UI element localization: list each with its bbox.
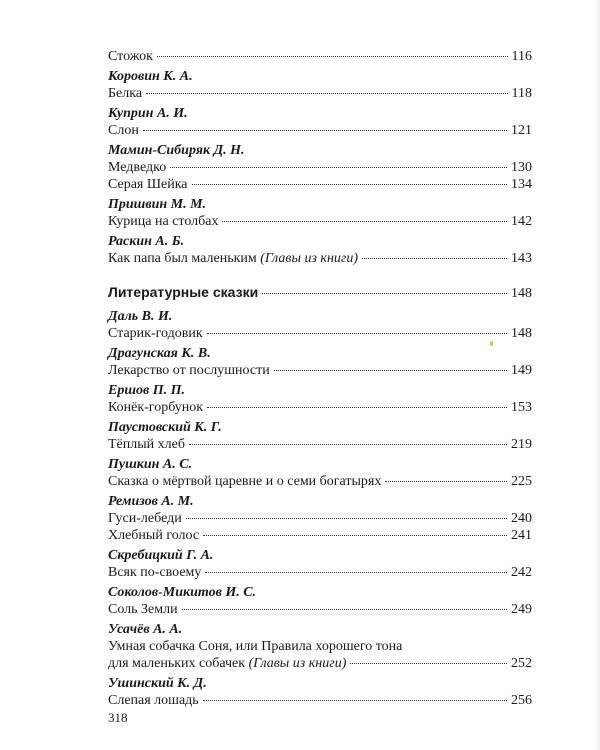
dot-leader xyxy=(203,535,507,536)
dot-leader xyxy=(157,56,508,57)
entry-note: (Главы из книги) xyxy=(260,251,359,266)
entry-page: 149 xyxy=(511,363,532,378)
toc-entry xyxy=(108,601,532,618)
entry-title xyxy=(108,436,185,453)
author-group xyxy=(108,342,532,379)
author-group xyxy=(108,193,532,230)
author-group xyxy=(108,139,532,193)
page-edge-shadow xyxy=(594,0,600,750)
entry-title xyxy=(108,213,218,230)
author-name: Пушкин А. С. xyxy=(108,457,193,472)
entry-title-text: Сказка о мёртвой царевне и о семи богатырях xyxy=(108,474,382,489)
author-group xyxy=(108,672,532,709)
dot-leader xyxy=(207,333,507,334)
author-name: Пришвин М. М. xyxy=(108,197,207,212)
dot-leader xyxy=(274,370,507,371)
entry-page: 241 xyxy=(511,528,532,543)
author-name: Раскин А. Б. xyxy=(108,234,185,249)
entry-title-text: Лекарство от послушности xyxy=(108,363,270,378)
entry-title xyxy=(108,510,182,527)
entry-page: 121 xyxy=(511,123,532,138)
author-group xyxy=(108,618,532,672)
entry-title-text: Курица на столбах xyxy=(108,214,219,229)
entry-page: 249 xyxy=(511,602,532,617)
entry-title xyxy=(108,473,381,490)
entry-title xyxy=(108,122,139,139)
entry-title-text: Медведко xyxy=(108,160,167,175)
author-name: Ершов П. П. xyxy=(108,383,186,398)
author-name: Скребицкий Г. А. xyxy=(108,548,214,563)
entry-title xyxy=(108,85,142,102)
entry-title-text: для маленьких собачек xyxy=(108,656,246,671)
toc-entry xyxy=(108,510,532,527)
entry-page: 116 xyxy=(511,49,532,64)
author-name: Ремизов А. М. xyxy=(108,494,194,509)
author-group xyxy=(108,453,532,490)
entry-title-text: Гуси-лебеди xyxy=(108,511,182,526)
author-group xyxy=(108,65,532,102)
toc-entry xyxy=(108,564,532,581)
dot-leader xyxy=(385,481,507,482)
page-number: 318 xyxy=(108,710,128,725)
toc-entry xyxy=(108,692,532,709)
dot-leader xyxy=(192,184,507,185)
entry-page: 148 xyxy=(511,326,532,341)
entry-title-text: Белка xyxy=(108,86,143,101)
entry-page: 134 xyxy=(511,177,532,192)
author-name: Драгунская К. В. xyxy=(108,346,211,361)
author-groups-before xyxy=(108,65,532,267)
entry-title xyxy=(108,564,201,581)
table-of-contents xyxy=(108,48,532,709)
entry-note: (Главы из книги) xyxy=(248,656,347,671)
entry-title-text: Тёплый хлеб xyxy=(108,437,185,452)
entry-page: 143 xyxy=(511,251,532,266)
entry-title-text: Всяк по-своему xyxy=(108,565,202,580)
entry-title xyxy=(108,176,188,193)
author-name: Куприн А. И. xyxy=(108,106,188,121)
entry-title xyxy=(108,159,166,176)
section-heading xyxy=(108,283,532,301)
entry-page: 153 xyxy=(511,400,532,415)
author-group xyxy=(108,416,532,453)
entry-title xyxy=(108,362,270,379)
entry-page: 130 xyxy=(511,160,532,175)
author-group xyxy=(108,490,532,544)
entry-title-text: Как папа был маленьким xyxy=(108,251,257,266)
toc-entry xyxy=(108,325,532,342)
toc-entry xyxy=(108,399,532,416)
author-group xyxy=(108,544,532,581)
toc-entry xyxy=(108,176,532,193)
author-group xyxy=(108,581,532,618)
dot-leader xyxy=(222,221,507,222)
entry-title xyxy=(108,655,346,672)
dot-leader xyxy=(207,407,507,408)
toc-entry xyxy=(108,655,532,672)
entry-title-text: Соль Земли xyxy=(108,602,178,617)
author-name: Даль В. И. xyxy=(108,309,173,324)
author-group xyxy=(108,305,532,342)
author-group xyxy=(108,102,532,139)
entry-page: 240 xyxy=(511,511,532,526)
toc-entry xyxy=(108,473,532,490)
entry-title xyxy=(108,325,203,342)
entry-title xyxy=(108,250,358,267)
entry-title-text: Слепая лошадь xyxy=(108,693,199,708)
entry-title xyxy=(108,399,203,416)
entry-title xyxy=(108,601,178,618)
author-group xyxy=(108,230,532,267)
entry-title-line: Умная собачка Соня, или Правила хорошего тона xyxy=(108,639,403,654)
dot-leader xyxy=(146,93,507,94)
dot-leader xyxy=(205,572,507,573)
entry-page: 219 xyxy=(511,437,532,452)
toc-entry xyxy=(108,159,532,176)
toc-entry xyxy=(108,527,532,544)
author-name: Усачёв А. А. xyxy=(108,622,183,637)
section-page: 148 xyxy=(511,286,532,301)
dot-leader xyxy=(182,609,507,610)
author-groups-after xyxy=(108,305,532,709)
author-name: Соколов-Микитов И. С. xyxy=(108,585,257,600)
section-title: Литературные сказки xyxy=(108,284,259,300)
entry-title xyxy=(108,692,199,709)
entry-page: 242 xyxy=(511,565,532,580)
author-group xyxy=(108,379,532,416)
entry-page: 142 xyxy=(511,214,532,229)
entry-title xyxy=(108,527,199,544)
toc-entry xyxy=(108,362,532,379)
entry-title-text: Слон xyxy=(108,123,139,138)
entry-page: 118 xyxy=(511,86,532,101)
author-name: Коровин К. А. xyxy=(108,69,193,84)
author-name: Ушинский К. Д. xyxy=(108,676,207,691)
dot-leader xyxy=(350,663,507,664)
dot-leader xyxy=(203,700,507,701)
dot-leader xyxy=(189,444,507,445)
entry-title-text: Конёк-горбунок xyxy=(108,400,204,415)
entry-title: Стожок xyxy=(108,49,153,64)
author-name: Мамин-Сибиряк Д. Н. xyxy=(108,143,245,158)
entry-page: 252 xyxy=(511,656,532,671)
entry-title-text: Серая Шейка xyxy=(108,177,188,192)
entry-title-text: Хлебный голос xyxy=(108,528,200,543)
dot-leader xyxy=(186,518,507,519)
toc-entry xyxy=(108,85,532,102)
print-speck xyxy=(490,341,493,346)
toc-entry xyxy=(108,48,532,65)
entry-title-text: Старик-годовик xyxy=(108,326,203,341)
toc-entry xyxy=(108,250,532,267)
entry-page: 225 xyxy=(511,474,532,489)
dot-leader xyxy=(170,167,507,168)
toc-entry xyxy=(108,436,532,453)
dot-leader xyxy=(262,293,507,294)
entry-page: 256 xyxy=(511,693,532,708)
toc-entry xyxy=(108,122,532,139)
toc-entry xyxy=(108,213,532,230)
dot-leader xyxy=(362,258,507,259)
dot-leader xyxy=(143,130,507,131)
author-name: Паустовский К. Г. xyxy=(108,420,222,435)
